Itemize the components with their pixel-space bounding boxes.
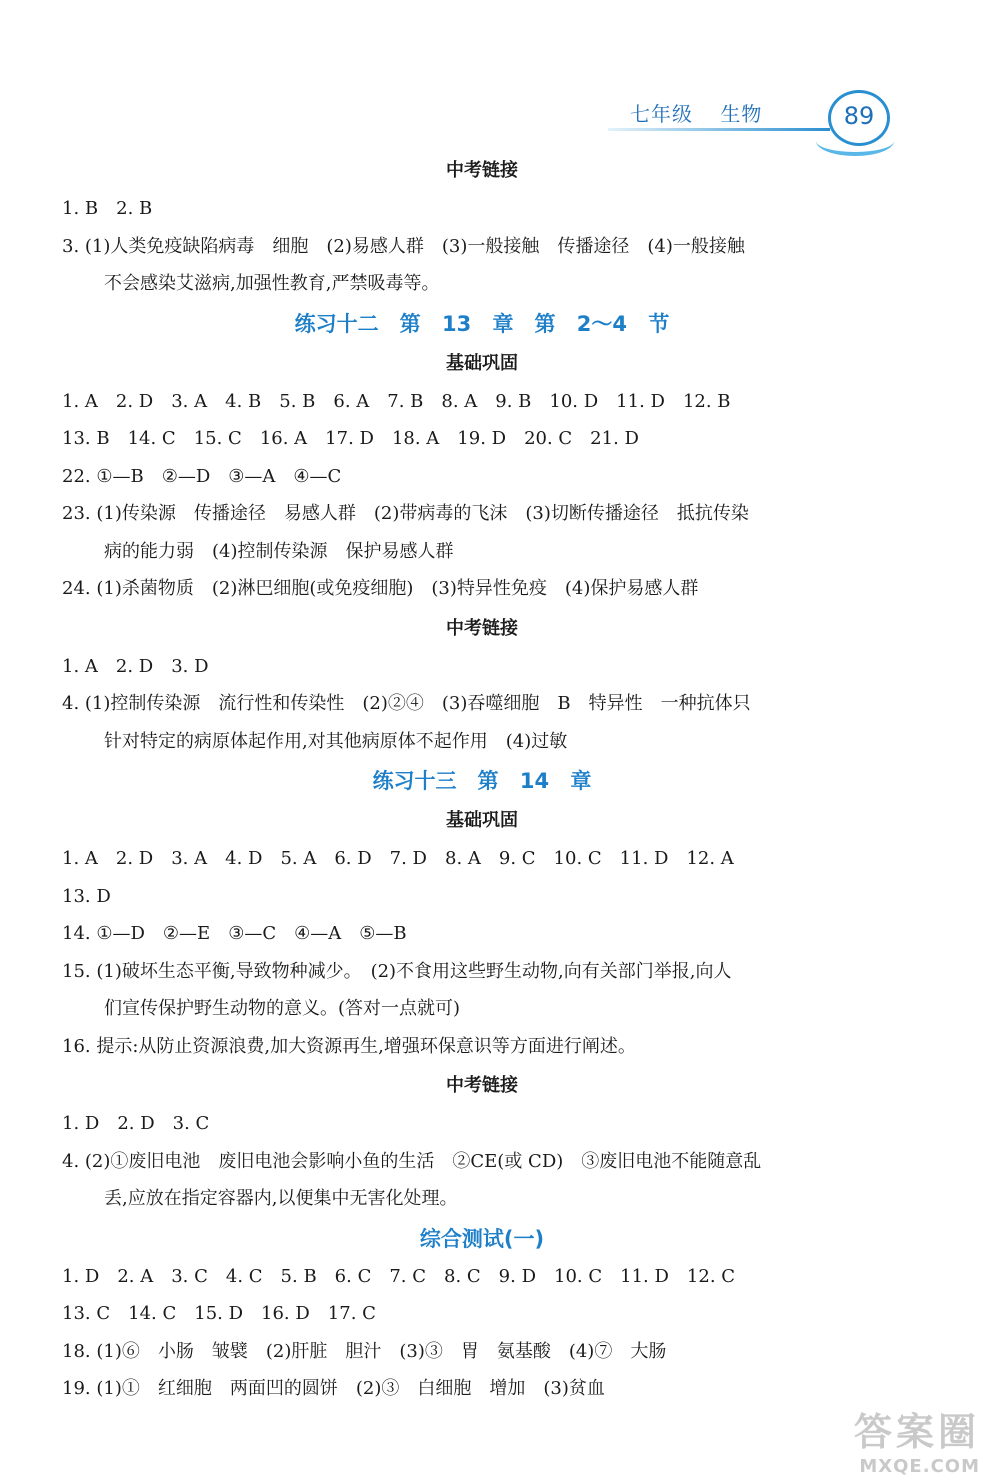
header-grade: 七年级 xyxy=(630,102,693,126)
answer-line: 1. B 2. B xyxy=(62,198,153,219)
answer-line: 4. (1)控制传染源 流行性和传染性 (2)②④ (3)吞噬细胞 B 特异性 一种抗体只 xyxy=(62,693,751,714)
answer-line: 1. A 2. D 3. A 4. D 5. A 6. D 7. D 8. A 9. C 10. C 11. D 12. A xyxy=(62,848,734,869)
answer-line: 13. B 14. C 15. C 16. A 17. D 18. A 19. D 20. C 21. D xyxy=(62,428,639,449)
answer-line: 15. (1)破坏生态平衡,导致物种减少。 (2)不食用这些野生动物,向有关部门举报,向人 xyxy=(62,960,732,982)
answer-line: 4. (2)①废旧电池 废旧电池会影响小鱼的生活 ②CE(或 CD) ③废旧电池不能随意乱 xyxy=(62,1150,762,1172)
header-title xyxy=(630,98,782,127)
section-heading: 练习十二 第 13 章 第 2～4 节 xyxy=(294,311,670,336)
answer-line: 22. ①—B ②—D ③—A ④—C xyxy=(62,465,342,487)
watermark-logo xyxy=(820,1401,980,1477)
header-subject: 生物 xyxy=(720,102,763,126)
page-number: 89 xyxy=(828,90,890,146)
answer-line: 14. ①—D ②—E ③—C ④—A ⑤—B xyxy=(62,923,407,944)
answer-line-continued: 丢,应放在指定容器内,以便集中无害化处理。 xyxy=(104,1188,458,1209)
watermark-brand: 答案圈 xyxy=(853,1410,980,1454)
answer-line: 1. A 2. D 3. A 4. B 5. B 6. A 7. B 8. A 9. B 10. D 11. D 12. B xyxy=(62,390,731,412)
answer-line: 1. A 2. D 3. D xyxy=(62,655,209,677)
subsection-heading: 基础巩固 xyxy=(446,810,518,831)
answer-line-continued: 们宣传保护野生动物的意义。(答对一点就可) xyxy=(104,998,461,1019)
answer-line: 24. (1)杀菌物质 (2)淋巴细胞(或免疫细胞) (3)特异性免疫 (4)保护易感人群 xyxy=(62,578,699,599)
answer-line-continued: 不会感染艾滋病,加强性教育,严禁吸毒等。 xyxy=(104,273,440,294)
header-rule xyxy=(608,128,830,131)
answer-content xyxy=(62,150,902,1408)
answer-line: 3. (1)人类免疫缺陷病毒 细胞 (2)易感人群 (3)一般接触 传播途径 (4)一般接触 xyxy=(62,235,745,257)
answer-line: 1. D 2. A 3. C 4. C 5. B 6. C 7. C 8. C 9. D 10. C 11. D 12. C xyxy=(62,1265,736,1287)
answer-line: 13. C 14. C 15. D 16. D 17. C xyxy=(62,1303,376,1324)
answer-line: 19. (1)① 红细胞 两面凹的圆饼 (2)③ 白细胞 增加 (3)贫血 xyxy=(62,1378,605,1399)
subsection-heading: 基础巩固 xyxy=(446,352,518,374)
subsection-heading: 中考链接 xyxy=(446,617,518,639)
answer-line-continued: 针对特定的病原体起作用,对其他病原体不起作用 (4)过敏 xyxy=(104,730,568,752)
answer-line-continued: 病的能力弱 (4)控制传染源 保护易感人群 xyxy=(104,540,454,562)
section-heading: 练习十三 第 14 章 xyxy=(372,769,592,793)
answer-line: 13. D xyxy=(62,885,111,907)
section-heading: 综合测试(一) xyxy=(419,1226,545,1251)
watermark-url: MXQE.COM xyxy=(859,1456,980,1477)
answer-line: 16. 提示:从防止资源浪费,加大资源再生,增强环保意识等方面进行阐述。 xyxy=(62,1035,636,1057)
answer-line: 1. D 2. D 3. C xyxy=(62,1113,210,1134)
subsection-heading: 中考链接 xyxy=(446,1075,518,1096)
answer-line: 23. (1)传染源 传播途径 易感人群 (2)带病毒的飞沫 (3)切断传播途径 抵抗传染 xyxy=(62,503,749,524)
answer-line: 18. (1)⑥ 小肠 皱襞 (2)肝脏 胆汁 (3)③ 胃 氨基酸 (4)⑦ 大肠 xyxy=(62,1340,667,1362)
subsection-heading: 中考链接 xyxy=(446,160,518,181)
